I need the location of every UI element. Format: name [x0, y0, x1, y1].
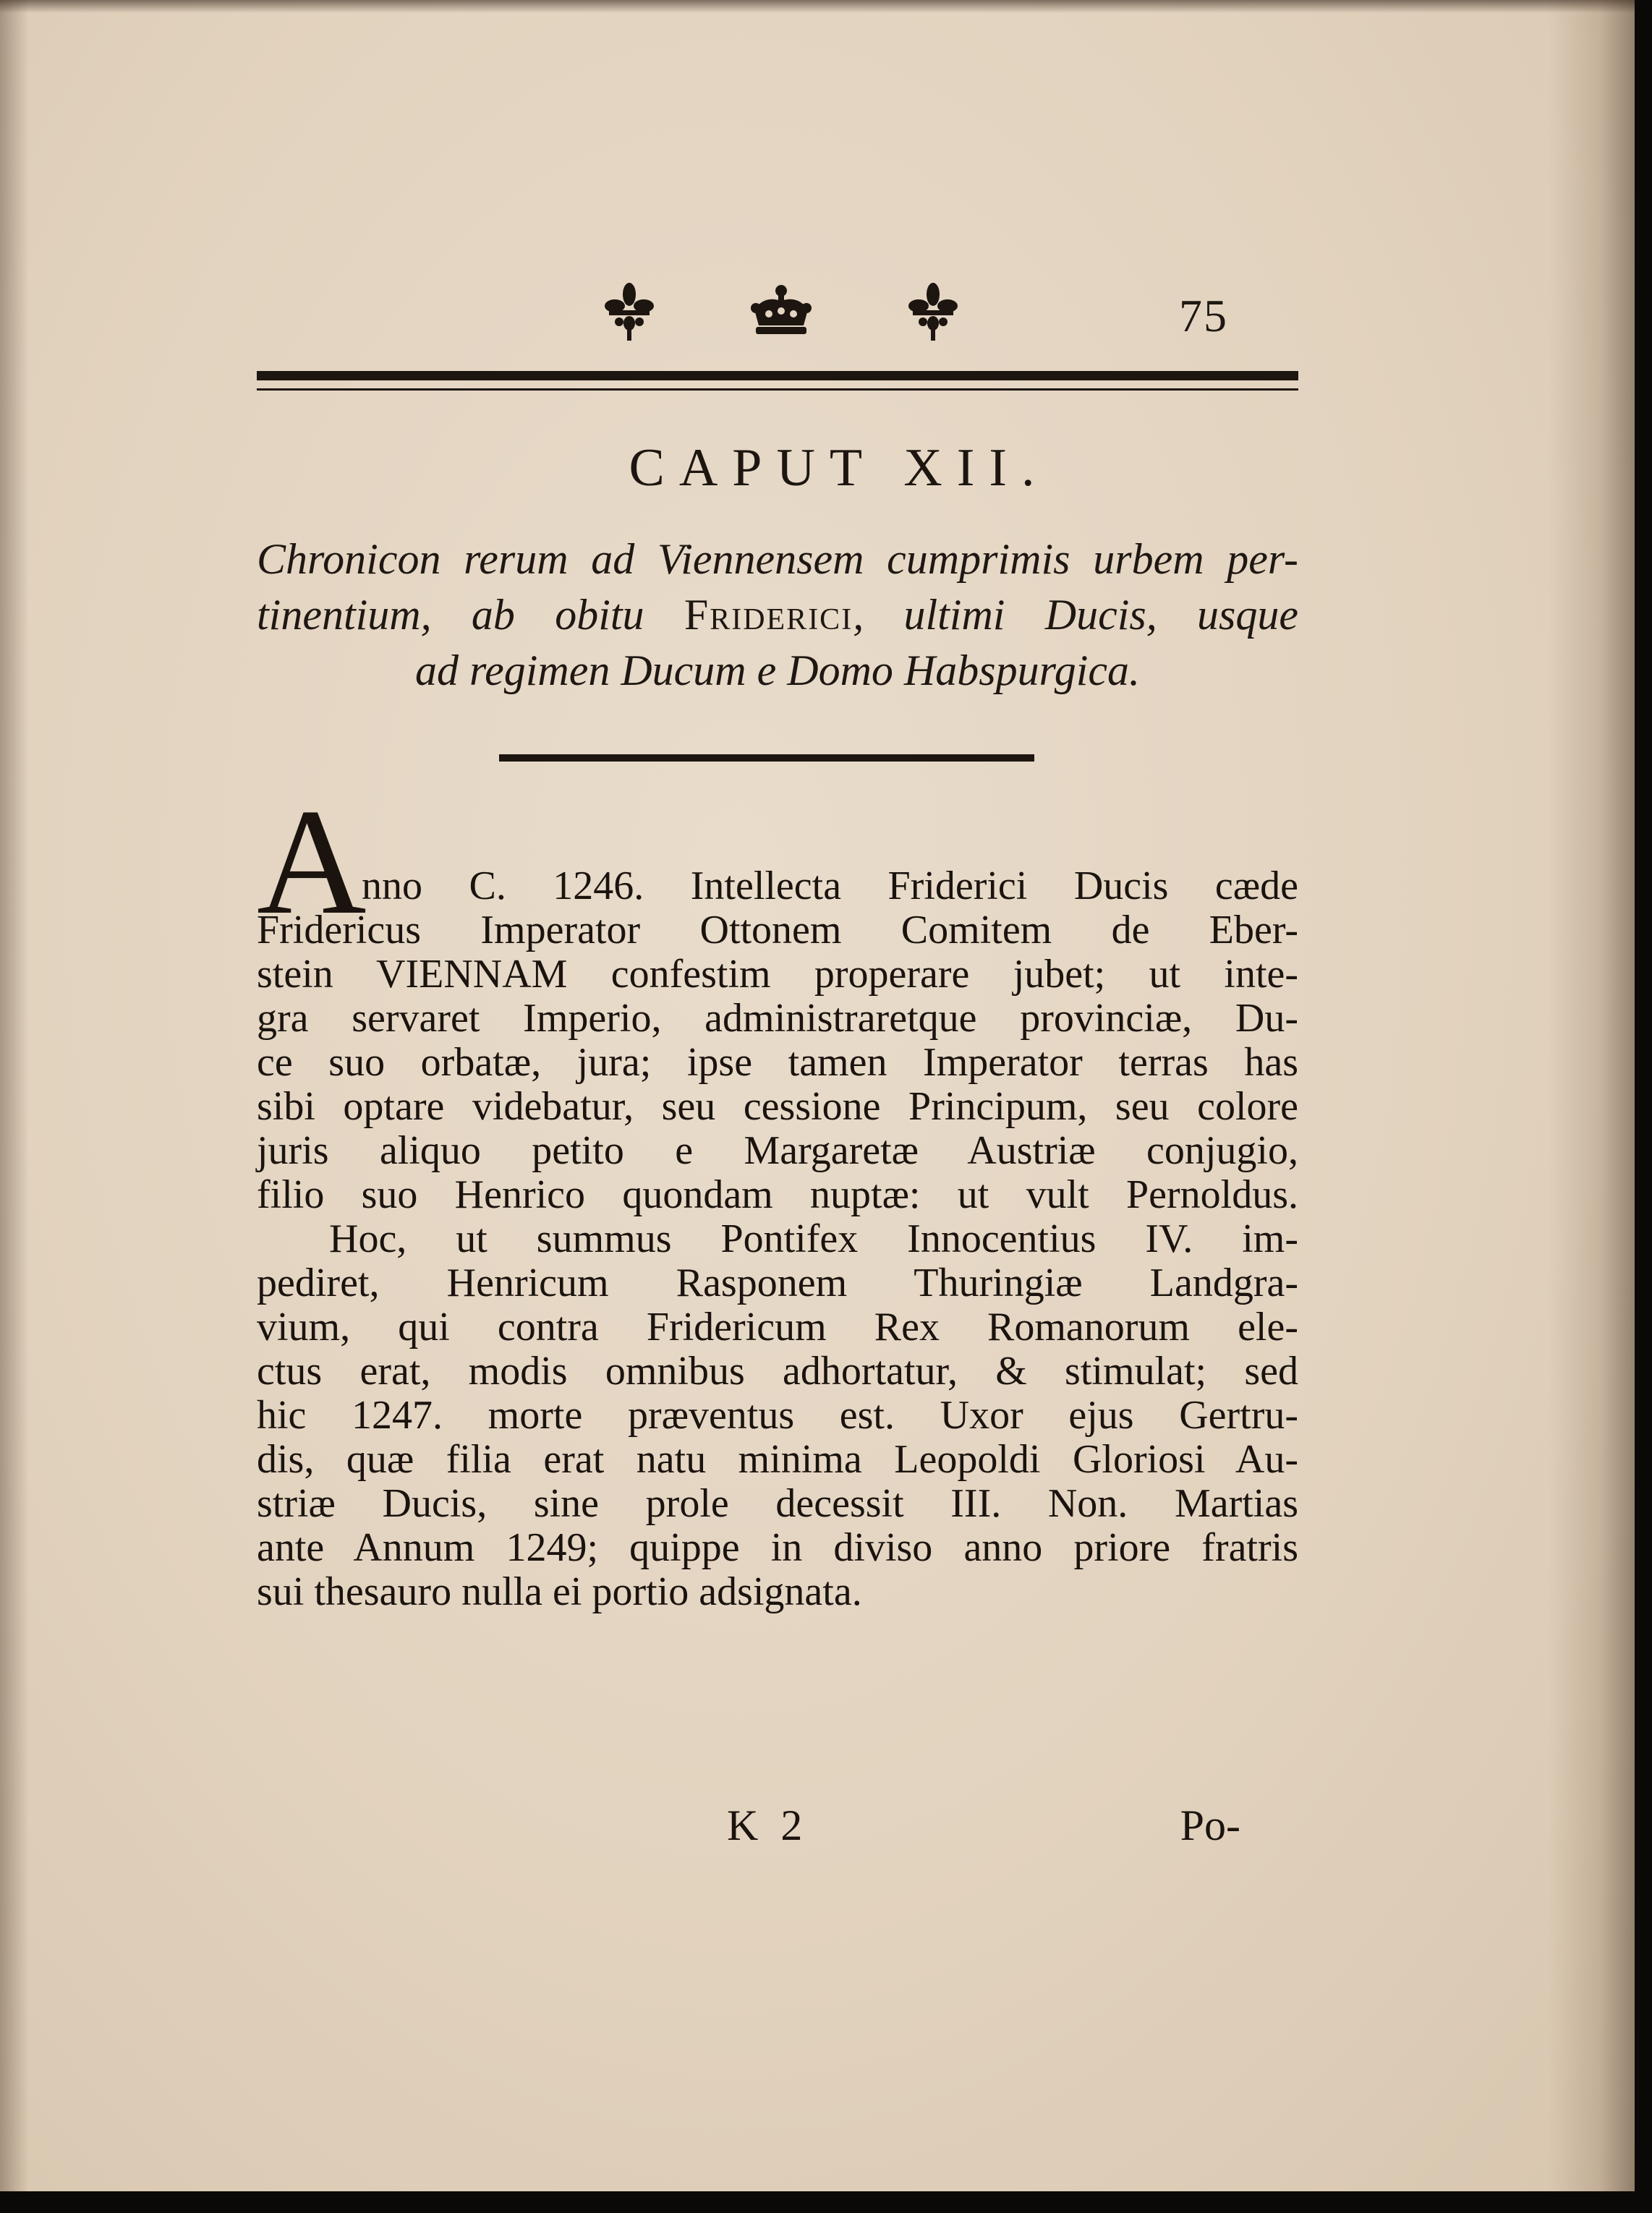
body-line: striæ Ducis, sine prole decessit III. Non. Martias: [257, 1481, 1298, 1526]
subtitle-line-3: ad regimen Ducum e Domo Habspurgica.: [414, 647, 1141, 694]
subtitle-line-2c: , ultimi Ducis, usque: [853, 591, 1298, 639]
header-rule-thick: [257, 371, 1298, 380]
fleuron-right-icon: [904, 278, 962, 344]
body-line: sui thesauro nulla ei portio adsignata.: [257, 1569, 862, 1614]
body-line: vium, qui contra Fridericum Rex Romanorum ele-: [257, 1305, 1298, 1349]
chapter-title: CAPUT XII.: [629, 438, 1049, 498]
fleuron-left-icon: [600, 278, 658, 344]
subtitle-name-friderici: Friderici: [684, 591, 853, 639]
page-footer: [257, 1801, 1298, 1851]
body-line: Fridericus Imperator Ottonem Comitem de Eber-: [257, 908, 1298, 952]
body-line: filio suo Henrico quondam nuptæ: ut vult Pernoldus.: [257, 1172, 1298, 1217]
subtitle-line-1: Chronicon rerum ad Viennensem cumprimis urbem per-: [257, 535, 1298, 583]
crown-icon: [749, 282, 814, 340]
body-line: gra servaret Imperio, administraretque provinciæ, Du-: [257, 996, 1298, 1041]
page-number: 75: [1179, 290, 1228, 341]
body-line: ce suo orbatæ, jura; ipse tamen Imperator terras has: [257, 1040, 1298, 1085]
header-rule-thin: [257, 388, 1298, 391]
page-left-shadow: [0, 0, 29, 2191]
book-spine-edge: [1635, 0, 1652, 2213]
section-divider: [499, 754, 1034, 762]
signature-mark: K 2: [727, 1801, 809, 1849]
subtitle-line-2: [257, 587, 1298, 643]
scan-bottom-edge: [0, 2191, 1652, 2213]
body-line: nno C. 1246. Intellecta Friderici Ducis cæde: [362, 864, 1298, 908]
body-line: ante Annum 1249; quippe in diviso anno priore fratris: [257, 1525, 1298, 1570]
body-line: stein VIENNAM confestim properare jubet; ut inte-: [257, 952, 1298, 997]
page-top-shadow: [0, 0, 1635, 13]
body-line: hic 1247. morte præventus est. Uxor ejus Gertru-: [257, 1393, 1298, 1438]
body-line: dis, quæ filia erat natu minima Leopoldi Gloriosi Au-: [257, 1437, 1298, 1482]
body-text: [257, 864, 1298, 1614]
page-gutter-shadow: [1548, 0, 1635, 2191]
body-line: Hoc, ut summus Pontifex Innocentius IV. im-: [329, 1216, 1298, 1261]
drop-cap: A: [257, 778, 367, 946]
subtitle-line-2a: tinentium, ab obitu: [257, 591, 644, 639]
catchword: Po-: [1180, 1801, 1240, 1849]
body-line: juris aliquo petito e Margaretæ Austriæ conjugio,: [257, 1128, 1298, 1173]
body-line: ctus erat, modis omnibus adhortatur, & stimulat; sed: [257, 1349, 1298, 1394]
body-line: sibi optare videbatur, seu cessione Principum, seu colore: [257, 1084, 1298, 1129]
body-line: pediret, Henricum Rasponem Thuringiæ Landgra-: [257, 1261, 1298, 1305]
header-ornaments: [600, 271, 962, 351]
chapter-subtitle: [257, 532, 1298, 699]
